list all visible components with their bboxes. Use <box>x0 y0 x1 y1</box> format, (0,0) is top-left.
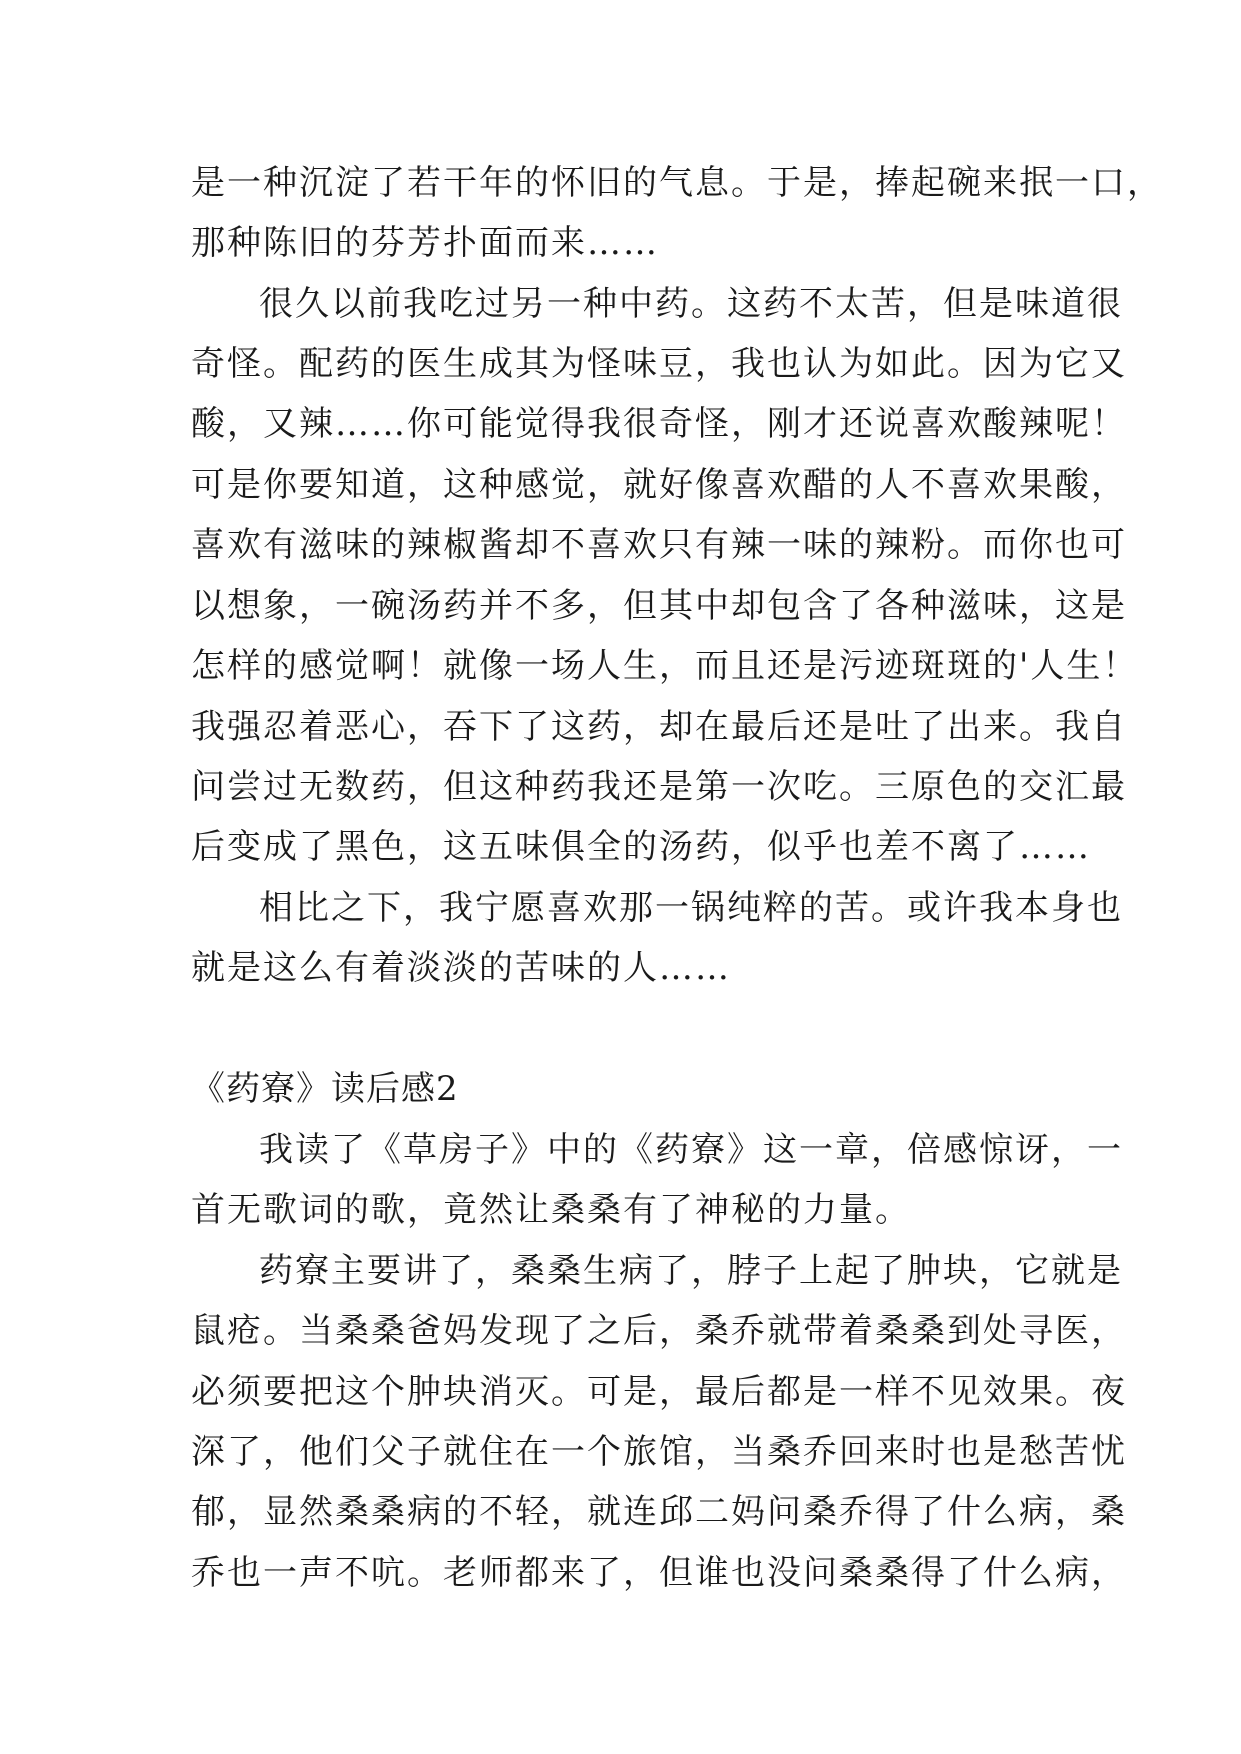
section-heading: 《药寮》读后感2 <box>191 1069 459 1109</box>
text-line: 首无歌词的歌，竟然让桑桑有了神秘的力量。 <box>191 1190 911 1230</box>
text-line: 郁，显然桑桑病的不轻，就连邱二妈问桑乔得了什么病，桑 <box>191 1492 1127 1532</box>
text-line: 喜欢有滋味的辣椒酱却不喜欢只有辣一味的辣粉。而你也可 <box>191 525 1127 565</box>
paragraph-first-line: 相比之下，我宁愿喜欢那一锅纯粹的苦。或许我本身也 <box>259 888 1123 928</box>
text-line: 就是这么有着淡淡的苦味的人…… <box>191 948 731 988</box>
text-line: 鼠疮。当桑桑爸妈发现了之后，桑乔就带着桑桑到处寻医， <box>191 1311 1127 1351</box>
text-line: 深了，他们父子就住在一个旅馆，当桑乔回来时也是愁苦忧 <box>191 1432 1127 1472</box>
text-line: 后变成了黑色，这五味俱全的汤药，似乎也差不离了…… <box>191 827 1091 867</box>
text-line: 必须要把这个肿块消灭。可是，最后都是一样不见效果。夜 <box>191 1372 1127 1412</box>
text-line: 我强忍着恶心，吞下了这药，却在最后还是吐了出来。我自 <box>191 707 1127 747</box>
text-line: 是一种沉淀了若干年的怀旧的气息。于是，捧起碗来抿一口， <box>191 163 1163 203</box>
text-line: 那种陈旧的芬芳扑面而来…… <box>191 223 659 263</box>
text-line: 可是你要知道，这种感觉，就好像喜欢醋的人不喜欢果酸， <box>191 465 1127 505</box>
text-line: 乔也一声不吭。老师都来了，但谁也没问桑桑得了什么病， <box>191 1553 1127 1593</box>
text-line: 奇怪。配药的医生成其为怪味豆，我也认为如此。因为它又 <box>191 344 1127 384</box>
paragraph-first-line: 很久以前我吃过另一种中药。这药不太苦，但是味道很 <box>259 284 1123 324</box>
text-line: 怎样的感觉啊！就像一场人生，而且还是污迹斑斑的'人生！ <box>191 646 1139 686</box>
text-line: 酸，又辣……你可能觉得我很奇怪，刚才还说喜欢酸辣呢！ <box>191 404 1127 444</box>
paragraph-first-line: 药寮主要讲了，桑桑生病了，脖子上起了肿块，它就是 <box>259 1251 1123 1291</box>
text-line: 问尝过无数药，但这种药我还是第一次吃。三原色的交汇最 <box>191 767 1127 807</box>
paragraph-first-line: 我读了《草房子》中的《药寮》这一章，倍感惊讶，一 <box>259 1130 1123 1170</box>
text-line: 以想象，一碗汤药并不多，但其中却包含了各种滋味，这是 <box>191 586 1127 626</box>
